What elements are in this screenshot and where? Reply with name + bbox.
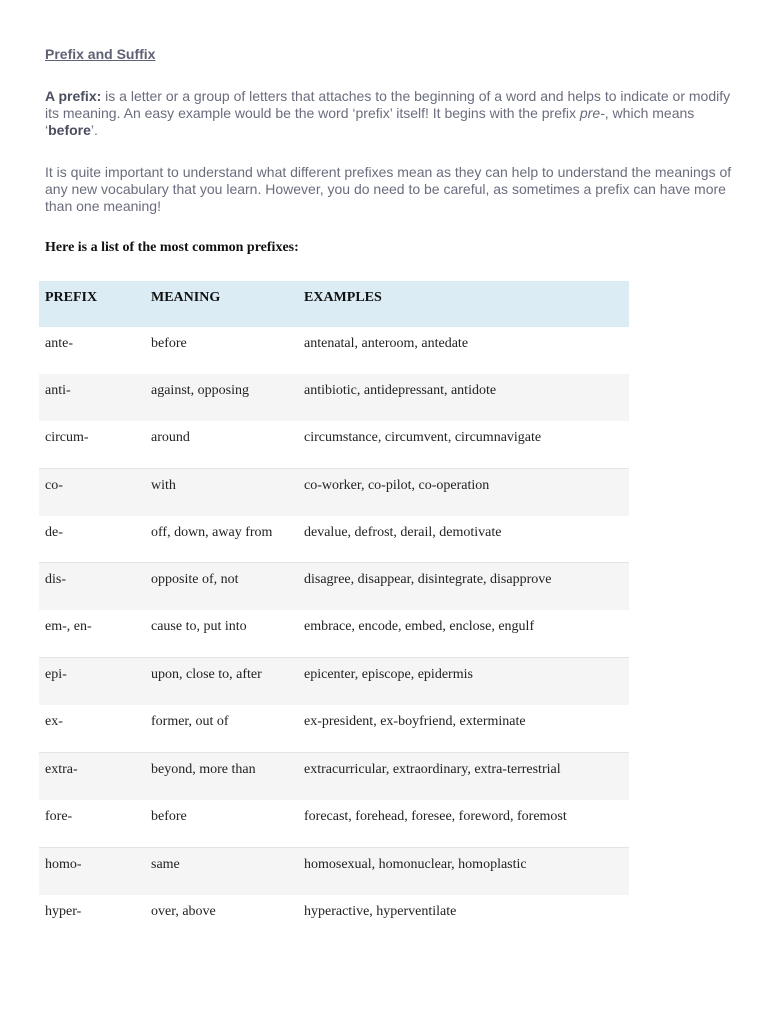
- meaning-cell: over, above: [151, 903, 216, 919]
- prefix-cell: hyper-: [45, 903, 82, 919]
- table-row: [39, 610, 629, 657]
- meaning-cell: upon, close to, after: [151, 667, 262, 683]
- prefix-cell: extra-: [45, 762, 78, 778]
- meaning-cell: against, opposing: [151, 382, 249, 398]
- examples-cell: circumstance, circumvent, circumnavigate: [304, 429, 542, 445]
- header-prefix: PREFIX: [45, 290, 98, 305]
- importance-paragraph: It is quite important to understand what different prefixes mean as they can help to understand the meanings of any new vocabulary that you learn. However, you do need to be careful, as sometimes a prefix can have more than one meaning!: [45, 164, 732, 214]
- emphasis-before: before: [48, 122, 91, 138]
- prefix-cell: circum-: [45, 429, 89, 445]
- examples-cell: hyperactive, hyperventilate: [304, 903, 457, 919]
- meaning-cell: before: [151, 336, 187, 351]
- example-prefix: pre-: [579, 105, 605, 121]
- prefix-cell: homo-: [45, 856, 82, 872]
- definition-text: is a letter or a group of letters that attaches to the beginning of a word and helps to indicate or modify its meaning. An easy example would be the word ‘prefix’ itself! It begins with the prefix: [45, 88, 731, 121]
- prefix-definition-paragraph: [45, 88, 735, 139]
- examples-cell: extracurricular, extraordinary, extra-terrestrial: [304, 762, 561, 778]
- prefix-cell: de-: [45, 524, 63, 540]
- table-row: [39, 562, 629, 610]
- examples-cell: devalue, defrost, derail, demotivate: [304, 524, 502, 540]
- meaning-cell: same: [151, 856, 180, 872]
- examples-cell: ex-president, ex-boyfriend, exterminate: [304, 714, 526, 730]
- prefix-cell: fore-: [45, 808, 73, 824]
- definition-text-2: , which means ‘: [45, 105, 695, 138]
- examples-cell: co-worker, co-pilot, co-operation: [304, 477, 490, 493]
- prefix-cell: em-, en-: [45, 619, 92, 635]
- table-row: [39, 374, 629, 421]
- table-row: [39, 468, 629, 516]
- meaning-cell: beyond, more than: [151, 762, 256, 778]
- meaning-cell: opposite of, not: [151, 572, 239, 588]
- examples-cell: antibiotic, antidepressant, antidote: [304, 382, 497, 398]
- meaning-cell: cause to, put into: [151, 619, 247, 635]
- table-row: [39, 847, 629, 895]
- examples-cell: embrace, encode, embed, enclose, engulf: [304, 619, 535, 635]
- table-row: [39, 421, 629, 468]
- examples-cell: antenatal, anteroom, antedate: [304, 336, 469, 351]
- prefix-cell: co-: [45, 477, 63, 493]
- meaning-cell: former, out of: [151, 714, 229, 730]
- prefix-cell: ex-: [45, 714, 63, 730]
- prefix-table: [39, 281, 629, 942]
- table-row: [39, 752, 629, 800]
- table-row: [39, 705, 629, 752]
- table-header-row: [39, 281, 629, 327]
- header-meaning: MEANING: [151, 290, 221, 305]
- table-row: [39, 327, 629, 374]
- page-title: Prefix and Suffix: [45, 46, 156, 62]
- examples-cell: epicenter, episcope, epidermis: [304, 667, 473, 683]
- definition-text-3: ’.: [90, 122, 98, 138]
- table-row: [39, 657, 629, 705]
- prefix-term: A prefix:: [45, 88, 102, 104]
- table-body: [39, 327, 629, 942]
- header-examples: EXAMPLES: [304, 290, 382, 305]
- examples-cell: disagree, disappear, disintegrate, disapprove: [304, 572, 552, 588]
- examples-cell: homosexual, homonuclear, homoplastic: [304, 856, 527, 872]
- prefix-cell: ante-: [45, 336, 73, 351]
- table-row: [39, 800, 629, 847]
- examples-cell: forecast, forehead, foresee, foreword, foremost: [304, 808, 567, 824]
- prefix-cell: epi-: [45, 667, 67, 683]
- table-row: [39, 895, 629, 942]
- prefix-cell: anti-: [45, 382, 71, 398]
- meaning-cell: around: [151, 429, 190, 445]
- table-row: [39, 516, 629, 563]
- meaning-cell: with: [151, 477, 176, 493]
- meaning-cell: before: [151, 808, 187, 824]
- meaning-cell: off, down, away from: [151, 524, 273, 540]
- prefix-cell: dis-: [45, 572, 66, 588]
- list-intro: Here is a list of the most common prefixes:: [45, 240, 299, 255]
